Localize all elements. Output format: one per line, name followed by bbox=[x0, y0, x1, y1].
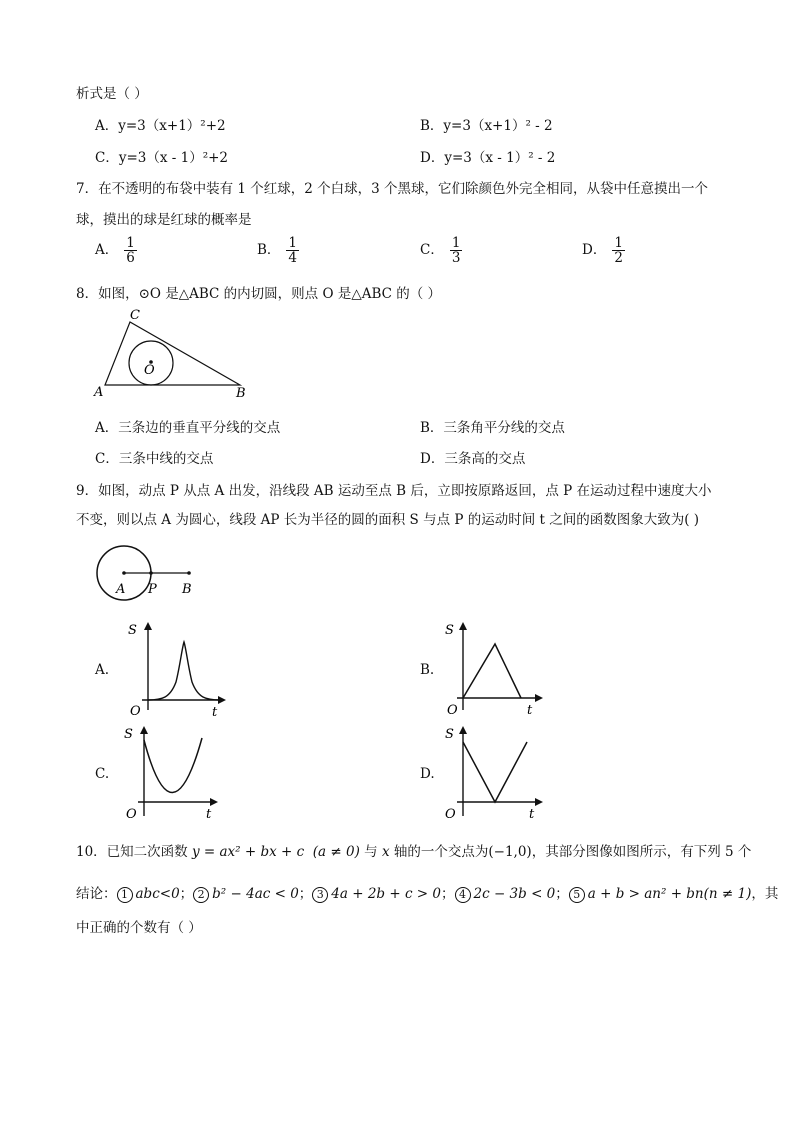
q6-option-a[interactable]: A．y=3（x+1）²+2 bbox=[95, 118, 226, 134]
q9-graph-c[interactable] bbox=[120, 722, 230, 824]
q7-option-b[interactable] bbox=[257, 236, 299, 265]
svg-text:O: O bbox=[130, 704, 141, 719]
label-a: A bbox=[116, 582, 126, 597]
condition: (a ≠ 0) bbox=[312, 844, 360, 860]
q8-triangle-figure bbox=[90, 308, 255, 400]
svg-text:t: t bbox=[527, 703, 533, 718]
label-c: C bbox=[130, 308, 140, 323]
fraction: $\frac{1}{6}$ bbox=[126, 235, 135, 267]
option-letter: C． bbox=[420, 242, 444, 259]
q9-graph-d[interactable] bbox=[443, 722, 553, 824]
svg-text:t: t bbox=[212, 705, 218, 720]
q7-stem-line2: 球，摸出的球是红球的概率是 bbox=[76, 212, 252, 228]
q8-option-c[interactable]: C．三条中线的交点 bbox=[95, 451, 214, 467]
q7-stem-line1: 7．在不透明的布袋中装有 1 个红球，2 个白球，3 个黑球，它们除颜色外完全相同，从袋中任意摸出一个 bbox=[76, 181, 709, 197]
q7-option-c[interactable] bbox=[420, 236, 462, 265]
q8-option-d[interactable]: D．三条高的交点 bbox=[420, 451, 526, 467]
svg-text:O: O bbox=[445, 807, 456, 822]
svg-text:t: t bbox=[529, 807, 535, 822]
svg-text:t: t bbox=[206, 807, 212, 822]
q8-option-a[interactable]: A．三条边的垂直平分线的交点 bbox=[95, 420, 281, 436]
q9-stem-line1: 9．如图，动点 P 从点 A 出发，沿线段 AB 运动至点 B 后，立即按原路返回，点 P 在运动过程中速度大小 bbox=[76, 483, 712, 499]
label-a: A bbox=[94, 385, 104, 400]
label-b: B bbox=[182, 582, 192, 597]
q8-option-b[interactable]: B．三条角平分线的交点 bbox=[420, 420, 565, 436]
conclusion-1: 1 abc<0； bbox=[117, 886, 194, 902]
svg-text:O: O bbox=[126, 807, 137, 822]
q9-option-a-label[interactable]: A. bbox=[95, 662, 110, 678]
q10-stem-line1: 10．已知二次函数 y = ax² + bx + c (a ≠ 0) 与 x 轴的一个交点为(−1,0)，其部分图像如图所示，有下列 5 个 bbox=[76, 844, 752, 860]
fraction: $\frac{1}{2}$ bbox=[614, 235, 623, 267]
q10-conclusions: 结论： 1 abc<0； 2 b² − 4ac < 0； 3 4a + 2b + c > 0； 4 2c − 3b < 0； 5 a + b > an² + bn(n ≠ 1)，其 bbox=[76, 886, 779, 902]
q9-graph-a[interactable] bbox=[120, 618, 230, 720]
q7-option-d[interactable] bbox=[582, 236, 625, 265]
q9-circle-figure bbox=[94, 543, 200, 607]
function-expression: y = ax² + bx + c bbox=[191, 844, 305, 860]
svg-text:O: O bbox=[447, 703, 458, 718]
fraction: $\frac{1}{3}$ bbox=[451, 235, 461, 267]
fraction: $\frac{1}{4}$ bbox=[288, 235, 298, 267]
svg-text:S: S bbox=[128, 623, 137, 638]
option-letter: D． bbox=[582, 242, 607, 259]
svg-text:S: S bbox=[445, 727, 454, 742]
triangle-abc bbox=[105, 322, 240, 385]
point: (−1,0) bbox=[488, 844, 532, 860]
option-letter: B． bbox=[257, 242, 281, 259]
option-letter: A． bbox=[95, 242, 119, 259]
svg-text:S: S bbox=[124, 727, 133, 742]
q9-graph-b[interactable] bbox=[443, 618, 553, 720]
conclusion-3: 3 4a + 2b + c > 0； bbox=[312, 886, 454, 902]
q6-stem-tail: 析式是（ ） bbox=[76, 86, 148, 102]
conclusion-2: 2 b² − 4ac < 0； bbox=[193, 886, 312, 902]
conclusion-5: 5 a + b > an² + bn(n ≠ 1)，其 bbox=[569, 886, 779, 902]
q6-option-b[interactable]: B．y=3（x+1）² - 2 bbox=[420, 118, 553, 134]
q9-option-b-label[interactable]: B. bbox=[420, 662, 435, 678]
q6-option-d[interactable]: D．y=3（x - 1）² - 2 bbox=[420, 150, 556, 166]
q6-option-c[interactable]: C．y=3（x - 1）²+2 bbox=[95, 150, 229, 166]
q8-stem: 8．如图，⊙O 是△ABC 的内切圆，则点 O 是△ABC 的（ ） bbox=[76, 286, 442, 302]
label-b: B bbox=[236, 386, 246, 400]
conclusion-4: 4 2c − 3b < 0； bbox=[455, 886, 569, 902]
svg-text:S: S bbox=[445, 623, 454, 638]
q9-option-c-label[interactable]: C. bbox=[95, 766, 110, 782]
label-o: O bbox=[144, 363, 155, 378]
q9-stem-line2: 不变，则以点 A 为圆心，线段 AP 长为半径的圆的面积 S 与点 P 的运动时间 t 之间的函数图象大致为( ) bbox=[76, 512, 700, 528]
q9-option-d-label[interactable]: D. bbox=[420, 766, 435, 782]
label-p: P bbox=[148, 582, 157, 597]
q10-stem-line3: 中正确的个数有（ ） bbox=[76, 920, 202, 936]
q7-option-a[interactable] bbox=[95, 236, 137, 265]
